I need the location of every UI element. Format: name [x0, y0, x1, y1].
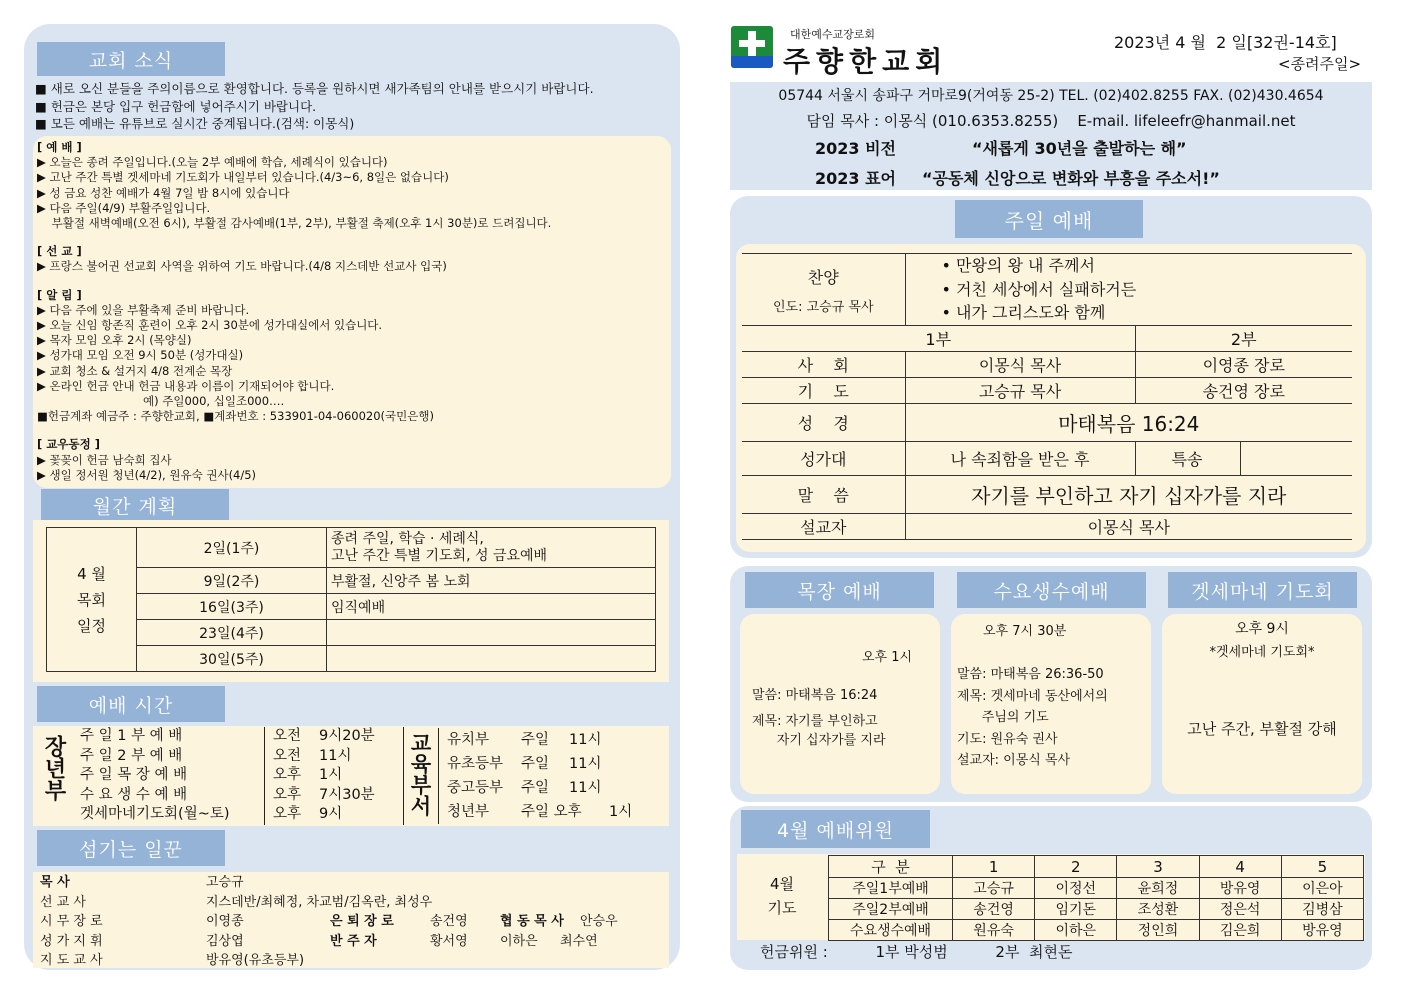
time-row: 주 일 목 장 예 배 오후 1시	[80, 766, 397, 786]
sermon-title: 자기를 부인하고 자기 십자가를 지라	[905, 476, 1352, 514]
news-detail	[37, 140, 667, 483]
committee-member: 임기돈	[1035, 899, 1117, 920]
news-list	[35, 80, 594, 133]
news-item: ■ 새로 오신 분들을 주의이름으로 환영합니다. 등록을 원하시면 새가족팀의 안내를 받으시기 바랍니다.	[35, 81, 594, 96]
worship-item: 부활절 새벽예배(오전 6시), 부활절 감사예배(1부, 2부), 부활절 축제(오후 1시 30분)로 드려집니다.	[37, 216, 552, 231]
praise-label: 찬양	[807, 267, 839, 287]
cell-subject: 자기 십자가를 지라	[752, 733, 886, 748]
committee-member: 원유숙	[953, 920, 1035, 941]
times-header: 예배 시간	[37, 686, 225, 722]
committee-head: 5	[1281, 856, 1363, 878]
committee-member: 방유영	[1281, 920, 1363, 941]
song: • 내가 그리스도와 함께	[941, 303, 1106, 323]
monthly-event	[327, 528, 656, 568]
cross-icon-bar	[739, 40, 765, 47]
part2-header: 2부	[1135, 326, 1352, 352]
monthly-side	[47, 528, 137, 672]
part1-header: 1부	[742, 326, 1135, 352]
committee-head: 구 분	[829, 856, 953, 878]
cell-header: 목장 예배	[745, 572, 934, 608]
worship-item: ▶ 고난 주간 특별 겟세마네 기도회가 내일부터 있습니다.(4/3~6, 8일은 없습니다)	[37, 170, 449, 185]
worship-item: ▶ 성 금요 성찬 예배가 4월 7일 밤 8시에 있습니다	[37, 185, 290, 200]
wed-header: 수요생수예배	[957, 572, 1146, 608]
denomination: 대한예수교장로회	[790, 28, 876, 41]
notice-title: [ 알 림 ]	[37, 287, 82, 302]
fellowship-title: [ 교우동정 ]	[37, 437, 100, 452]
committee-service: 주일1부예배	[829, 878, 953, 899]
church-logo	[731, 26, 773, 68]
time-row: 주 일 2 부 예 배 오전 11시	[80, 747, 397, 767]
bulletin-date: 2023년 4 월 2 일[32권-14호]	[1114, 33, 1337, 52]
time-row: 겟세마네기도회(월~토) 오후 9시	[80, 805, 397, 825]
committee-member: 이하은	[1035, 920, 1117, 941]
monthly-side-month: 4 월	[77, 564, 106, 583]
notice-item: ▶ 온라인 헌금 안내 헌금 내용과 이름이 기재되어야 합니다.	[37, 378, 335, 393]
edu-row: 중고등부 주일 11시	[447, 780, 602, 796]
committee-service: 주일2부예배	[829, 899, 953, 920]
offering-committee: 헌금위원 : 1부 박성범 2부 최현돈	[760, 943, 1073, 961]
notice-item: ▶ 성가대 모임 오전 9시 50분 (성가대실)	[37, 348, 244, 363]
pastor-info: 담임 목사 : 이몽식 (010.6353.8255) E-mail. lifeleefr@hanmail.net	[806, 112, 1296, 130]
fellowship-item: ▶ 생일 정서원 청년(4/2), 원유숙 권사(4/5)	[37, 467, 257, 482]
committee-member: 정은석	[1199, 899, 1281, 920]
preacher: 이몽식 목사	[905, 514, 1352, 540]
committee-head: 2	[1035, 856, 1117, 878]
role-part1: 고승규 목사	[905, 378, 1135, 404]
committee-member: 조성환	[1117, 899, 1199, 920]
worship-title: [ 예 배 ]	[37, 140, 82, 154]
monthly-event	[327, 620, 656, 646]
geth-sub: *겟세마네 기도회*	[1209, 645, 1315, 660]
committee-member: 정인희	[1117, 920, 1199, 941]
committee-table	[828, 855, 1364, 941]
cell-time: 오후 1시	[862, 650, 913, 665]
monthly-week: 23일(4주)	[137, 620, 327, 646]
cell-subject: 제목: 자기를 부인하고	[752, 714, 878, 729]
cell-verse: 말씀: 마태복음 16:24	[752, 688, 878, 703]
edu-row: 청년부 주일 오후 1시	[447, 804, 633, 820]
committee-member: 김은희	[1199, 920, 1281, 941]
mission-item: ▶ 프랑스 불어권 선교회 사역을 위하여 기도 바랍니다.(4/8 지스데반 선교사 입국)	[37, 259, 447, 274]
wed-line: 제목: 겟세마네 동산에서의	[957, 688, 1108, 704]
committee-kind: 기도	[767, 899, 797, 917]
role-part2: 송건영 장로	[1135, 378, 1352, 404]
special-song	[1240, 442, 1352, 476]
song: • 만왕의 왕 내 주께서	[941, 256, 1095, 276]
geth-theme: 고난 주간, 부활절 강해	[1187, 720, 1337, 738]
time-row: 수 요 생 수 예 배 오후 7시30분	[80, 786, 397, 806]
geth-time: 오후 9시	[1235, 621, 1289, 637]
committee-member: 이정선	[1035, 878, 1117, 899]
adult-times	[80, 727, 404, 825]
time-row: 주 일 1 부 예 배 오전 9시20분	[80, 727, 397, 747]
geth-header: 겟세마네 기도회	[1168, 572, 1357, 608]
mission-title: [ 선 교 ]	[37, 244, 82, 259]
committee-month: 4월	[769, 875, 795, 893]
wed-time: 오후 7시 30분	[983, 624, 1067, 639]
server-row: 성 가 지 휘 김상엽 반 주 자 황서영 이하은 최수연	[40, 933, 598, 949]
song: • 거친 세상에서 실패하거든	[941, 279, 1137, 299]
choir-song: 나 속죄함을 받은 후	[905, 442, 1135, 476]
news-item: ■ 헌금은 본당 입구 헌금함에 넣어주시기 바랍니다.	[35, 98, 317, 114]
monthly-table	[46, 527, 656, 672]
role-label: 기 도	[742, 378, 905, 404]
wed-lines	[957, 664, 1108, 772]
server-row: 지 도 교 사 방유영(유초등부)	[40, 953, 305, 968]
monthly-event-line: 종려 주일, 학습 · 세례식,	[331, 530, 484, 547]
news-header: 교회 소식	[37, 42, 225, 76]
wed-line: 기도: 원유숙 권사	[957, 731, 1058, 747]
scripture-label: 성 경	[742, 404, 905, 442]
sunday-table	[742, 253, 1352, 540]
notice-item: ■헌금계좌 예금주 : 주향한교회, ■계좌번호 : 533901-04-060020(국민은행)	[37, 409, 434, 424]
monthly-header: 월간 계획	[41, 489, 229, 521]
monthly-event: 부활절, 신앙주 봄 노회	[327, 568, 656, 594]
fellowship-item: ▶ 꽃꽂이 헌금 남숙희 집사	[37, 452, 172, 467]
server-row: 목 사 고승규	[40, 875, 244, 890]
praise-label-cell	[742, 254, 905, 326]
monthly-event-line: 고난 주간 특별 기도회, 성 금요예배	[331, 547, 548, 564]
monthly-week: 2일(1주)	[137, 528, 327, 568]
wed-line: 설교자: 이몽식 목사	[957, 753, 1071, 768]
sermon-label: 말 씀	[742, 476, 905, 514]
worship-item: ▶ 오늘은 종려 주일입니다.(오늘 2부 예배에 학습, 세례식이 있습니다)	[37, 155, 388, 170]
committee-head: 1	[953, 856, 1035, 878]
notice-item: 예) 주일000, 십일조000….	[37, 394, 285, 409]
committee-side	[737, 872, 827, 920]
committee-header: 4월 예배위원	[741, 810, 930, 848]
monthly-event	[327, 646, 656, 672]
notice-item: ▶ 교회 청소 & 설거지 4/8 전계순 목장	[37, 363, 233, 378]
committee-member: 윤희정	[1117, 878, 1199, 899]
special-label: 특송	[1135, 442, 1240, 476]
edu-times	[438, 728, 632, 824]
monthly-week: 16일(3주)	[137, 594, 327, 620]
monthly-week: 9일(2주)	[137, 568, 327, 594]
notice-item: ▶ 목자 모임 오후 2시 (목양실)	[37, 333, 192, 348]
role-part2: 이영종 장로	[1135, 352, 1352, 378]
committee-head: 4	[1199, 856, 1281, 878]
bulletin-sunday: <종려주일>	[1278, 55, 1362, 73]
monthly-week: 30일(5주)	[137, 646, 327, 672]
committee-member: 고승규	[953, 878, 1035, 899]
wed-line: 말씀: 마태복음 26:36-50	[957, 667, 1104, 682]
motto: “공동체 신앙으로 변화와 부흥을 주소서!”	[922, 169, 1220, 188]
edu-side: 교육부서	[408, 732, 432, 816]
choir-label: 성가대	[742, 442, 905, 476]
motto-label: 2023 표어	[815, 169, 897, 188]
vision: “새롭게 30년을 출발하는 해”	[972, 139, 1187, 158]
praise-leader: 인도: 고승규 목사	[772, 299, 874, 315]
committee-service: 수요생수예배	[829, 920, 953, 941]
committee-member: 송건영	[953, 899, 1035, 920]
address: 05744 서울시 송파구 거마로9(거여동 25-2) TEL. (02)402.8255 FAX. (02)430.4654	[778, 88, 1324, 104]
monthly-event: 임직예배	[327, 594, 656, 620]
wed-line: 주님의 기도	[957, 710, 1049, 725]
edu-row: 유치부 주일 11시	[447, 732, 602, 748]
sunday-header: 주일 예배	[955, 200, 1143, 238]
committee-head: 3	[1117, 856, 1199, 878]
role-part1: 이몽식 목사	[905, 352, 1135, 378]
cell-box	[740, 614, 940, 794]
notice-item: ▶ 오늘 신임 항존직 훈련이 오후 2시 30분에 성가대실에서 있습니다.	[37, 318, 383, 333]
adult-side: 장년부	[41, 735, 66, 801]
committee-member: 김병삼	[1281, 899, 1363, 920]
servers-header: 섬기는 일꾼	[37, 830, 225, 866]
vision-label: 2023 비전	[815, 139, 897, 158]
committee-member: 방유영	[1199, 878, 1281, 899]
server-row: 시 무 장 로 이영종 은 퇴 장 로 송건영 협 동 목 사 안승우	[40, 914, 618, 929]
scripture: 마태복음 16:24	[905, 404, 1352, 442]
committee-member: 이은아	[1281, 878, 1363, 899]
monthly-side-label: 목회	[77, 590, 106, 609]
notice-item: ▶ 다음 주에 있을 부활축제 준비 바랍니다.	[37, 302, 250, 317]
monthly-side-label: 일정	[77, 616, 106, 635]
server-row: 선 교 사 지스데반/최혜정, 차교범/김옥란, 최성우	[40, 894, 433, 910]
role-label: 사 회	[742, 352, 905, 378]
song-list	[905, 254, 1352, 326]
edu-row: 유초등부 주일 11시	[447, 756, 602, 772]
church-name: 주향한교회	[783, 45, 949, 78]
worship-item: ▶ 다음 주일(4/9) 부활주일입니다.	[37, 200, 211, 215]
preacher-label: 설교자	[742, 514, 905, 540]
servers-list	[40, 873, 618, 971]
news-item: ■ 모든 예배는 유튜브로 실시간 중계됩니다.(검색: 이몽식)	[35, 116, 355, 131]
